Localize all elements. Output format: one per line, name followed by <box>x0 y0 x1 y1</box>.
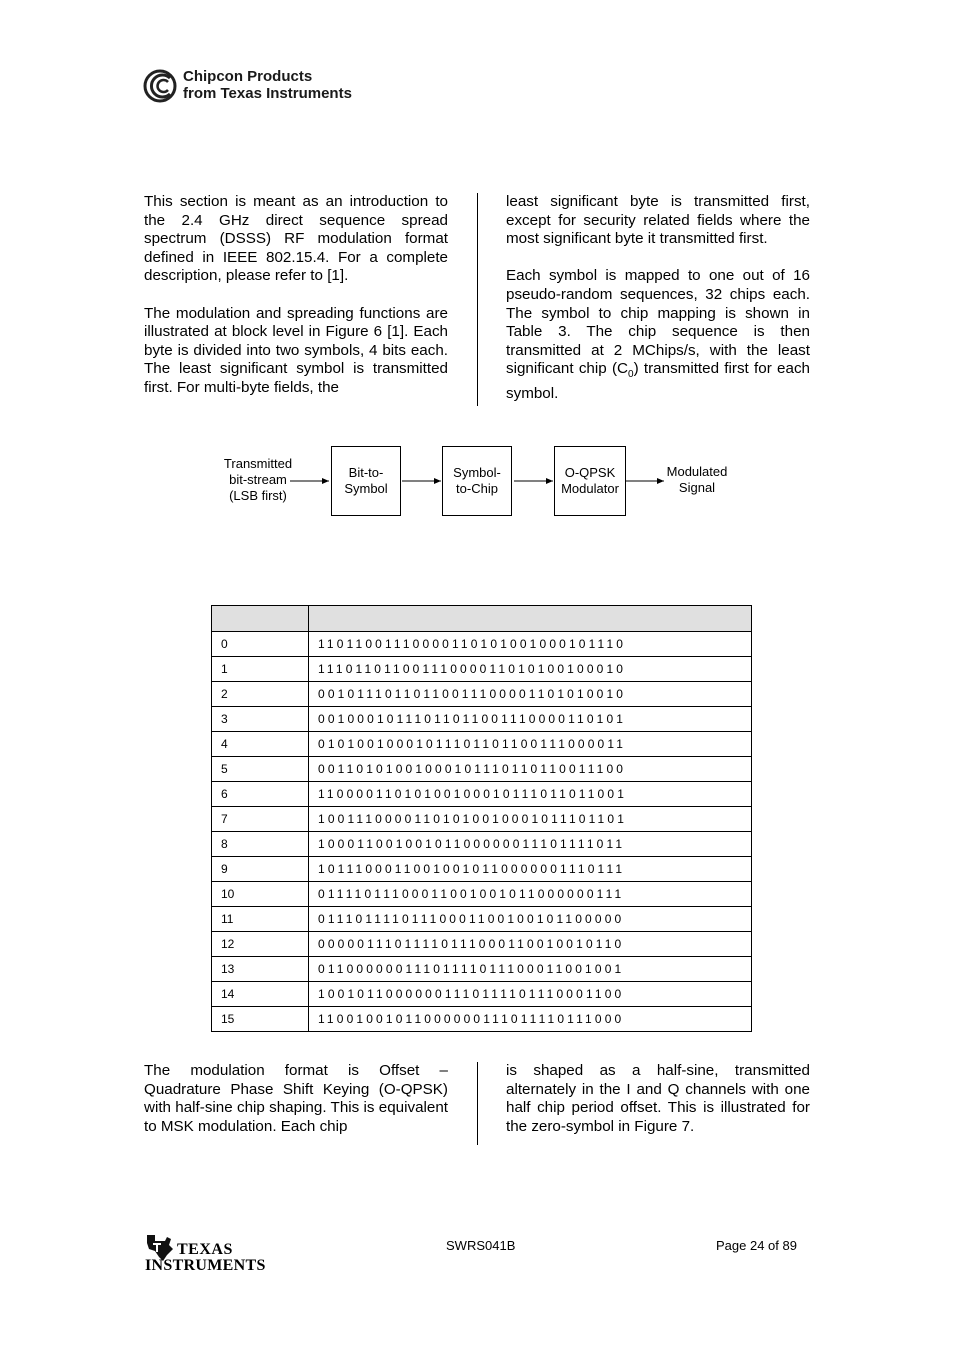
section2-left-column <box>144 1062 448 1136</box>
chip-sequence-cell: 01110111101110001100100101100000 <box>309 907 752 932</box>
table-header-row <box>212 606 752 632</box>
chipcon-logo-text <box>183 68 352 102</box>
oqpsk-modulator-block: O-QPSK Modulator <box>554 446 626 516</box>
chip-sequence-cell: 11001001011000000111011110111000 <box>309 1007 752 1032</box>
symbol-cell: 7 <box>212 807 309 832</box>
chip-sequence-cell: 11011001110000110101001000101110 <box>309 632 752 657</box>
chip-sequence-cell: 01100000011101111011100011001001 <box>309 957 752 982</box>
chip-sequence-cell: 00110101001000101110110110011100 <box>309 757 752 782</box>
table-row <box>212 932 752 957</box>
column-divider <box>477 193 478 406</box>
symbol-cell: 11 <box>212 907 309 932</box>
symbol-cell: 5 <box>212 757 309 782</box>
ti-logo-line2: INSTRUMENTS <box>145 1257 266 1274</box>
symbol-cell: 2 <box>212 682 309 707</box>
symbol-cell: 4 <box>212 732 309 757</box>
table-row <box>212 1007 752 1032</box>
symbol-to-chip-block: Symbol- to-Chip <box>442 446 512 516</box>
symbol-cell: 3 <box>212 707 309 732</box>
table-row <box>212 682 752 707</box>
logo-line2: from Texas Instruments <box>183 85 352 102</box>
table-row <box>212 707 752 732</box>
chip-sequence-cell: 11101101100111000011010100100010 <box>309 657 752 682</box>
chip-sequence-cell: 00101110110110011100001101010010 <box>309 682 752 707</box>
chip-sequence-cell: 10010110000001110111101110001100 <box>309 982 752 1007</box>
column-divider <box>477 1062 478 1145</box>
table-header-cell <box>309 606 752 632</box>
table-row <box>212 657 752 682</box>
table-row <box>212 957 752 982</box>
chip-sequence-cell: 00100010111011011001110000110101 <box>309 707 752 732</box>
symbol-cell: 8 <box>212 832 309 857</box>
symbol-cell: 12 <box>212 932 309 957</box>
table-header-cell <box>212 606 309 632</box>
chip-sequence-cell: 10011100001101010010001011101101 <box>309 807 752 832</box>
page-number: Page 24 of 89 <box>716 1238 797 1253</box>
document-id: SWRS041B <box>446 1238 516 1253</box>
symbol-cell: 10 <box>212 882 309 907</box>
table-row <box>212 782 752 807</box>
table-row <box>212 632 752 657</box>
paragraph: This section is meant as an introduction to the 2.4 GHz direct sequence spread spectrum (DSSS) RF modulation format defined in IEEE 802.15.4. For a complete description, please refer to [1]. <box>144 193 448 285</box>
paragraph: The modulation and spreading functions are illustrated at block level in Figure 6 [1]. Each byte is divided into two symbols, 4 bits each. The least significant symbol is transmitted first. For multi-byte fields, the <box>144 304 448 396</box>
paragraph: The modulation format is Offset – Quadrature Phase Shift Keying (O-QPSK) with half-sine chip shaping. This is equivalent to MSK modulation. Each chip <box>144 1062 448 1135</box>
chip-sequence-cell: 10001100100101100000011101111011 <box>309 832 752 857</box>
table-row <box>212 807 752 832</box>
table-row <box>212 832 752 857</box>
symbol-cell: 6 <box>212 782 309 807</box>
modulation-block-diagram <box>210 440 750 530</box>
table-row <box>212 982 752 1007</box>
output-label: Modulated Signal <box>666 464 728 495</box>
symbol-cell: 1 <box>212 657 309 682</box>
chipcon-emblem-icon <box>143 68 179 104</box>
input-label: Transmitted bit-stream (LSB first) <box>223 456 293 503</box>
table-row <box>212 857 752 882</box>
table-row <box>212 882 752 907</box>
chip-sequence-cell: 00000111011110111000110010010110 <box>309 932 752 957</box>
chip-sequence-cell: 01111011100011001001011000000111 <box>309 882 752 907</box>
symbol-cell: 14 <box>212 982 309 1007</box>
paragraph: Each symbol is mapped to one out of 16 pseudo-random sequences, 32 chips each. The symbol to chip mapping is shown in Table 3. The chip sequence is then transmitted at 2 MChips/s, with the least significant chip $(C_0)$ transmitted first for each symbol. <box>506 267 810 402</box>
symbol-cell: 13 <box>212 957 309 982</box>
section1-left-column <box>144 193 448 398</box>
chip-sequence-cell: 01010010001011101101100111000011 <box>309 732 752 757</box>
chip-sequence-cell: 11000011010100100010111011011001 <box>309 782 752 807</box>
logo-line1: Chipcon Products <box>183 68 313 85</box>
section1-right-column <box>506 193 810 404</box>
paragraph: is shaped as a half-sine, transmitted alternately in the I and Q channels with one half chip period offset. This is illustrated for the zero-symbol in Figure 7. <box>506 1062 810 1135</box>
symbol-cell: 15 <box>212 1007 309 1032</box>
ti-logo-line1: TEXAS <box>177 1241 233 1258</box>
bit-to-symbol-block: Bit-to- Symbol <box>331 446 401 516</box>
paragraph: least significant byte is transmitted first, except for security related fields where the most significant byte it transmitted first. <box>506 193 810 248</box>
chip-sequence-cell: 10111000110010010110000001110111 <box>309 857 752 882</box>
chipcon-logo <box>143 68 383 108</box>
table-row <box>212 907 752 932</box>
section2-right-column <box>506 1062 810 1136</box>
table-row <box>212 757 752 782</box>
table-row <box>212 732 752 757</box>
texas-instruments-logo <box>143 1233 273 1278</box>
symbol-chip-table <box>211 605 752 1032</box>
symbol-cell: 9 <box>212 857 309 882</box>
symbol-cell: 0 <box>212 632 309 657</box>
